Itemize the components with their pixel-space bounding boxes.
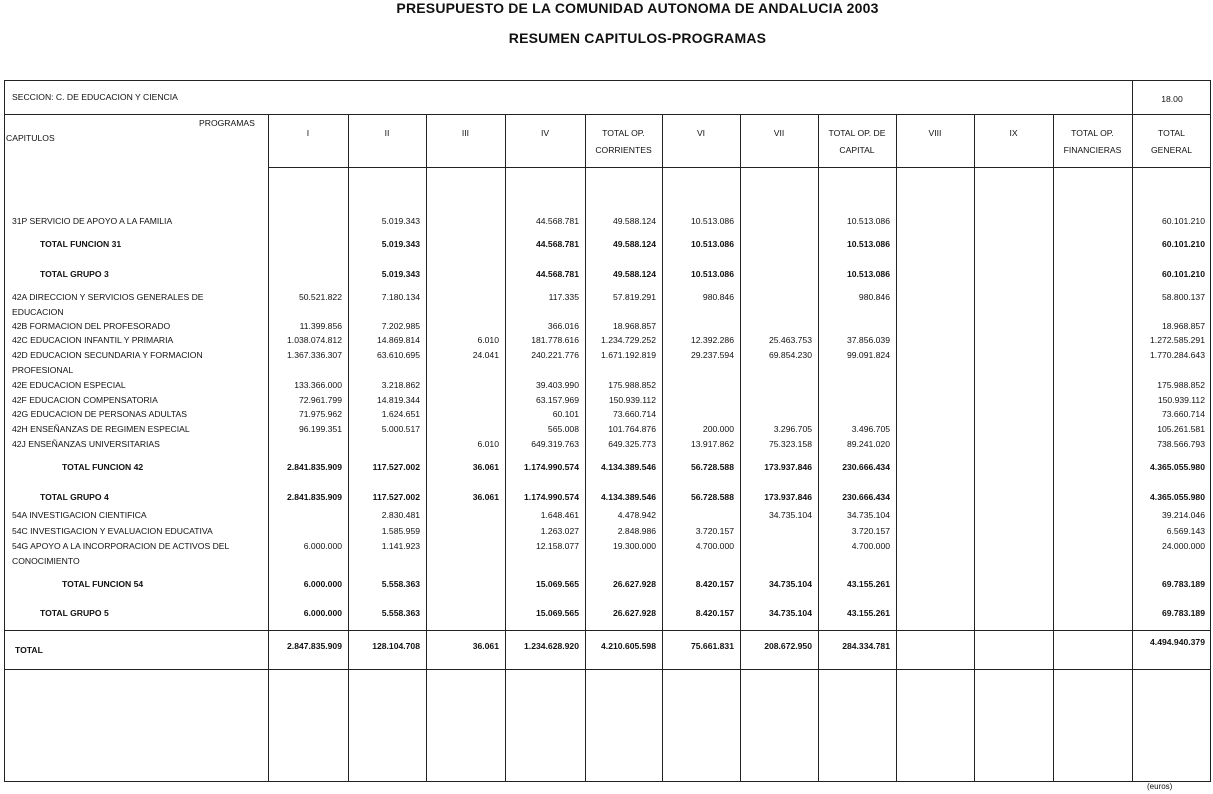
table-cell: 5.019.343: [381, 216, 420, 226]
table-cell: 39.214.046: [1161, 510, 1205, 520]
table-cell: 15.069.565: [535, 579, 579, 589]
table-cell: 1.585.959: [381, 526, 420, 536]
table-cell: 5.558.363: [381, 608, 420, 618]
table-cell: 39.403.990: [535, 380, 579, 390]
column-header: IX: [1009, 128, 1018, 138]
table-cell: 3.720.157: [851, 526, 890, 536]
column-header: III: [461, 128, 470, 138]
table-cell: 980.846: [858, 292, 890, 302]
total-cell: 4.210.605.598: [601, 641, 656, 651]
row-label: 42G EDUCACION DE PERSONAS ADULTAS: [12, 409, 187, 419]
table-cell: 150.939.112: [608, 395, 656, 405]
table-cell: 181.778.616: [531, 335, 579, 345]
table-cell: 15.069.565: [535, 608, 579, 618]
table-cell: 1.671.192.819: [601, 350, 656, 360]
column-header: I: [306, 128, 310, 138]
table-cell: 1.174.990.574: [524, 462, 579, 472]
table-cell: 5.019.343: [381, 269, 420, 279]
table-cell: 57.819.291: [612, 292, 656, 302]
table-cell: 26.627.928: [612, 579, 656, 589]
column-divider: [268, 114, 269, 781]
table-cell: 49.588.124: [612, 269, 656, 279]
row-label: 42B FORMACION DEL PROFESORADO: [12, 321, 171, 331]
row-label: TOTAL GRUPO 3: [40, 269, 109, 279]
row-label: TOTAL GRUPO 4: [40, 492, 109, 502]
column-header: VIII: [928, 128, 942, 138]
table-cell: 3.218.862: [381, 380, 420, 390]
row-label: TOTAL FUNCION 31: [40, 239, 122, 249]
table-cell: 980.846: [702, 292, 734, 302]
table-cell: 10.513.086: [690, 239, 734, 249]
table-cell: 1.141.923: [381, 541, 420, 551]
column-header: TOTAL OP.: [1071, 128, 1114, 138]
table-cell: 60.101: [552, 409, 579, 419]
table-cell: 25.463.753: [768, 335, 812, 345]
table-cell: 2.841.835.909: [287, 492, 342, 502]
table-cell: 44.568.781: [535, 239, 579, 249]
table-cell: 10.513.086: [846, 269, 890, 279]
table-cell: 89.241.020: [846, 439, 890, 449]
total-cell: 128.104.708: [372, 641, 420, 651]
table-cell: 37.856.039: [846, 335, 890, 345]
table-cell: 649.325.773: [608, 439, 656, 449]
table-cell: 34.735.104: [846, 510, 890, 520]
table-cell: 8.420.157: [695, 579, 734, 589]
total-cell: 1.234.628.920: [524, 641, 579, 651]
column-header: TOTAL: [1158, 128, 1185, 138]
table-cell: 12.158.077: [535, 541, 579, 551]
table-cell: 133.366.000: [294, 380, 342, 390]
row-label: 42A DIRECCION Y SERVICIOS GENERALES DE: [12, 292, 204, 302]
table-cell: 49.588.124: [612, 239, 656, 249]
column-divider: [974, 114, 975, 781]
table-cell: 200.000: [702, 424, 734, 434]
table-cell: 6.000.000: [303, 541, 342, 551]
table-cell: 6.569.143: [1166, 526, 1205, 536]
row-label: 31P SERVICIO DE APOYO A LA FAMILIA: [12, 216, 173, 226]
row-label: 42H ENSEÑANZAS DE REGIMEN ESPECIAL: [12, 424, 190, 434]
row-label: 42D EDUCACION SECUNDARIA Y FORMACION: [12, 350, 203, 360]
table-cell: 29.237.594: [690, 350, 734, 360]
column-header: TOTAL OP. DE: [828, 128, 886, 138]
table-cell: 14.819.344: [376, 395, 420, 405]
table-cell: 1.648.461: [540, 510, 579, 520]
section-code: 18.00: [1161, 94, 1183, 104]
table-cell: 7.202.985: [381, 321, 420, 331]
table-cell: 117.527.002: [372, 492, 420, 502]
table-cell: 3.296.705: [773, 424, 812, 434]
row-label: 42F EDUCACION COMPENSATORIA: [12, 395, 158, 405]
total-label: TOTAL: [15, 645, 43, 655]
table-cell: 58.800.137: [1161, 292, 1205, 302]
total-cell: 75.661.831: [690, 641, 734, 651]
table-cell: 1.770.284.643: [1150, 350, 1205, 360]
table-cell: 10.513.086: [690, 269, 734, 279]
table-cell: 4.134.389.546: [601, 462, 656, 472]
table-cell: 150.939.112: [1157, 395, 1205, 405]
table-cell: 13.917.862: [690, 439, 734, 449]
table-cell: 5.558.363: [381, 579, 420, 589]
table-cell: 18.968.857: [612, 321, 656, 331]
row-label: 42C EDUCACION INFANTIL Y PRIMARIA: [12, 335, 174, 345]
table-cell: 4.700.000: [695, 541, 734, 551]
table-cell: 175.988.852: [608, 380, 656, 390]
table-cell: 6.000.000: [303, 579, 342, 589]
table-cell: 60.101.210: [1161, 239, 1205, 249]
table-cell: 10.513.086: [690, 216, 734, 226]
column-header: CORRIENTES: [595, 145, 652, 155]
table-cell: 1.367.336.307: [287, 350, 342, 360]
total-bottom-divider: [4, 669, 1211, 670]
table-cell: 43.155.261: [846, 608, 890, 618]
column-header: IV: [540, 128, 550, 138]
table-cell: 12.392.286: [690, 335, 734, 345]
section-divider: [4, 114, 1211, 115]
table-cell: 10.513.086: [846, 239, 890, 249]
table-cell: 10.513.086: [846, 216, 890, 226]
table-cell: 240.221.776: [531, 350, 579, 360]
table-cell: 19.300.000: [612, 541, 656, 551]
table-cell: 69.783.189: [1161, 608, 1205, 618]
table-cell: 24.000.000: [1161, 541, 1205, 551]
table-cell: 3.720.157: [695, 526, 734, 536]
column-divider: [348, 114, 349, 781]
table-cell: 60.101.210: [1161, 216, 1205, 226]
total-cell: 4.494.940.379: [1150, 637, 1205, 647]
total-cell: 2.847.835.909: [287, 641, 342, 651]
column-divider: [896, 114, 897, 781]
table-cell: 7.180.134: [381, 292, 420, 302]
table-cell: 43.155.261: [846, 579, 890, 589]
total-top-divider: [4, 630, 1211, 631]
table-cell: 56.728.588: [690, 462, 734, 472]
table-cell: 63.157.969: [535, 395, 579, 405]
table-cell: 34.735.104: [768, 579, 812, 589]
page-title: PRESUPUESTO DE LA COMUNIDAD AUTONOMA DE ANDALUCIA 2003: [396, 0, 879, 16]
table-cell: 4.478.942: [617, 510, 656, 520]
row-label: 54A INVESTIGACION CIENTIFICA: [12, 510, 147, 520]
table-cell: 69.783.189: [1161, 579, 1205, 589]
table-cell: 175.988.852: [1157, 380, 1205, 390]
row-label: 42E EDUCACION ESPECIAL: [12, 380, 126, 390]
table-cell: 5.019.343: [381, 239, 420, 249]
table-cell: 34.735.104: [768, 608, 812, 618]
row-label: 54C INVESTIGACION Y EVALUACION EDUCATIVA: [12, 526, 213, 536]
table-cell: 44.568.781: [535, 216, 579, 226]
table-cell: 230.666.434: [842, 462, 890, 472]
table-cell: 14.869.814: [376, 335, 420, 345]
table-cell: 69.854.230: [768, 350, 812, 360]
column-header: II: [384, 128, 390, 138]
row-label: TOTAL FUNCION 42: [62, 462, 144, 472]
table-cell: 3.496.705: [851, 424, 890, 434]
programas-header: PROGRAMAS: [199, 118, 255, 128]
column-header: CAPITAL: [839, 145, 875, 155]
capitulos-header: CAPITULOS: [6, 133, 55, 143]
table-cell: 173.937.846: [764, 462, 812, 472]
table-cell: 173.937.846: [764, 492, 812, 502]
table-cell: 1.272.585.291: [1150, 335, 1205, 345]
table-cell: 1.234.729.252: [601, 335, 656, 345]
table-cell: 56.728.588: [690, 492, 734, 502]
table-cell: 4.365.055.980: [1150, 492, 1205, 502]
column-header: TOTAL OP.: [602, 128, 645, 138]
table-cell: 101.764.876: [608, 424, 656, 434]
table-cell: 4.365.055.980: [1150, 462, 1205, 472]
total-cell: 284.334.781: [842, 641, 890, 651]
table-cell: 738.566.793: [1157, 439, 1205, 449]
table-cell: 44.568.781: [535, 269, 579, 279]
table-cell: 18.968.857: [1161, 321, 1205, 331]
table-cell: 4.134.389.546: [601, 492, 656, 502]
table-cell: 105.261.581: [1157, 424, 1205, 434]
section-label: SECCION: C. DE EDUCACION Y CIENCIA: [12, 92, 178, 102]
table-cell: 72.961.799: [298, 395, 342, 405]
row-label: PROFESIONAL: [12, 365, 74, 375]
table-cell: 26.627.928: [612, 608, 656, 618]
table-cell: 36.061: [472, 462, 499, 472]
table-cell: 4.700.000: [851, 541, 890, 551]
table-cell: 649.319.763: [531, 439, 579, 449]
table-cell: 117.335: [548, 292, 579, 302]
table-cell: 73.660.714: [612, 409, 656, 419]
table-cell: 230.666.434: [842, 492, 890, 502]
table-cell: 1.174.990.574: [524, 492, 579, 502]
column-header: VII: [773, 128, 785, 138]
row-label: TOTAL GRUPO 5: [40, 608, 109, 618]
table-cell: 565.008: [547, 424, 579, 434]
table-cell: 1.038.074.812: [287, 335, 342, 345]
table-cell: 2.841.835.909: [287, 462, 342, 472]
page-subtitle: RESUMEN CAPITULOS-PROGRAMAS: [508, 30, 767, 46]
row-label: CONOCIMIENTO: [12, 556, 80, 566]
row-label: EDUCACION: [12, 307, 64, 317]
column-header: VI: [696, 128, 706, 138]
table-cell: 1.263.027: [540, 526, 579, 536]
table-cell: 5.000.517: [381, 424, 420, 434]
currency-note: (euros): [1147, 782, 1173, 791]
table-cell: 8.420.157: [695, 608, 734, 618]
table-cell: 36.061: [472, 492, 499, 502]
table-cell: 49.588.124: [612, 216, 656, 226]
table-cell: 73.660.714: [1161, 409, 1205, 419]
total-cell: 36.061: [472, 641, 499, 651]
table-cell: 2.848.986: [617, 526, 656, 536]
table-cell: 11.399.856: [299, 321, 342, 331]
table-cell: 75.323.158: [768, 439, 812, 449]
table-cell: 2.830.481: [381, 510, 420, 520]
table-cell: 1.624.651: [381, 409, 420, 419]
total-cell: 208.672.950: [764, 641, 812, 651]
column-header: FINANCIERAS: [1063, 145, 1122, 155]
column-header: GENERAL: [1150, 145, 1193, 155]
table-cell: 34.735.104: [768, 510, 812, 520]
table-cell: 24.041: [472, 350, 499, 360]
table-cell: 99.091.824: [846, 350, 890, 360]
row-label: TOTAL FUNCION 54: [62, 579, 144, 589]
column-divider: [1053, 114, 1054, 781]
table-cell: 71.975.962: [298, 409, 342, 419]
table-cell: 63.610.695: [376, 350, 420, 360]
table-cell: 117.527.002: [372, 462, 420, 472]
table-cell: 6.010: [477, 439, 499, 449]
row-label: 42J ENSEÑANZAS UNIVERSITARIAS: [12, 439, 160, 449]
row-label: 54G APOYO A LA INCORPORACION DE ACTIVOS DEL: [12, 541, 230, 551]
table-cell: 366.016: [547, 321, 579, 331]
table-cell: 6.000.000: [303, 608, 342, 618]
table-cell: 50.521.822: [298, 292, 342, 302]
table-cell: 6.010: [477, 335, 499, 345]
table-cell: 96.199.351: [298, 424, 342, 434]
table-cell: 60.101.210: [1161, 269, 1205, 279]
